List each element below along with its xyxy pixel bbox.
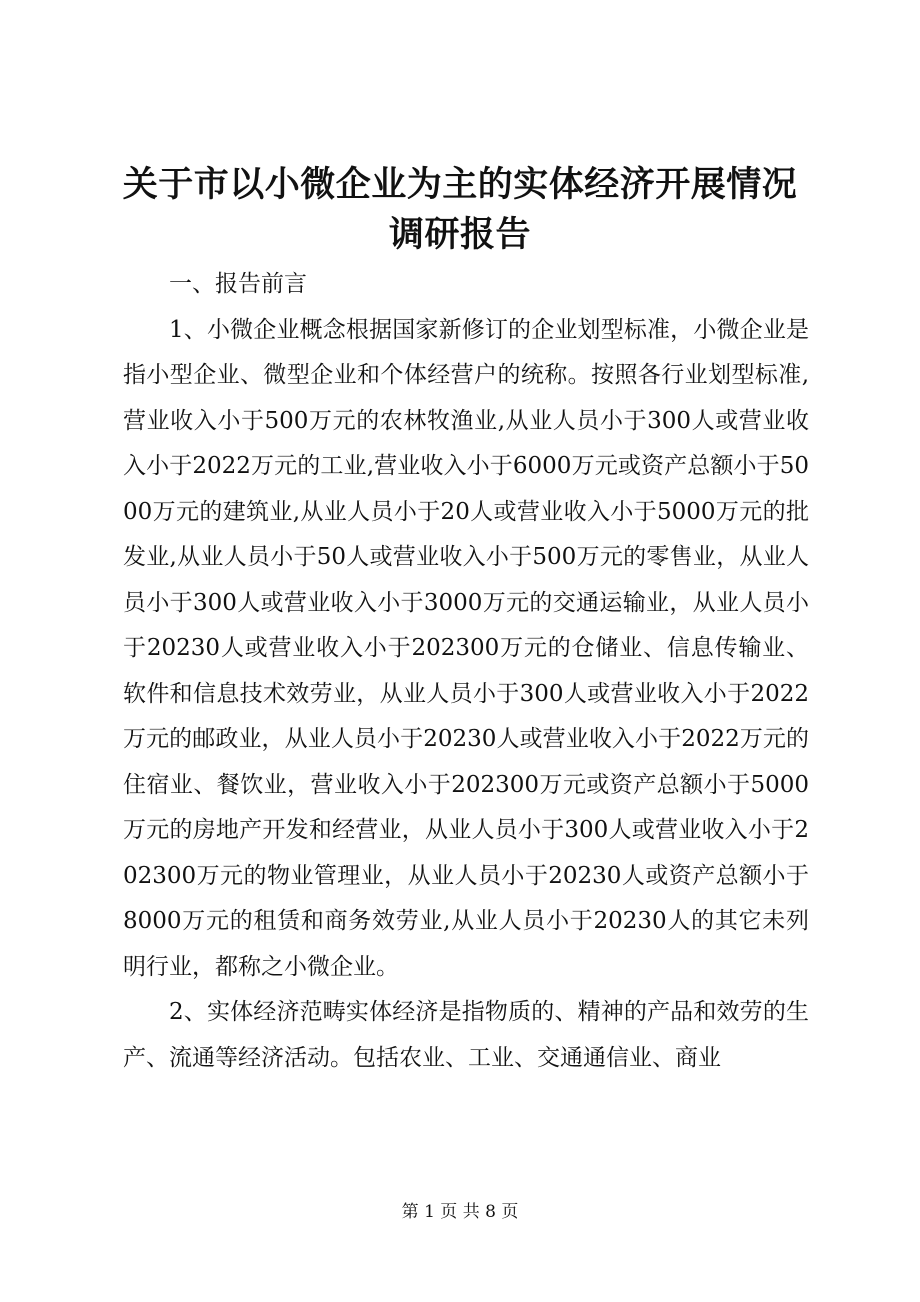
section-heading: 一、报告前言 bbox=[169, 271, 307, 297]
document-body bbox=[123, 262, 809, 1081]
page-number-footer: 第 1 页 共 8 页 bbox=[401, 1202, 519, 1222]
paragraph-1: 1、小微企业概念根据国家新修订的企业划型标准，小微企业是指小型企业、微型企业和个体经营户的统称。按照各行业划型标准,营业收入小于500万元的农林牧渔业,从业人员小于300人或营业收入小于2022万元的工业,营业收入小于6000万元或资产总额小于5000万元的建筑业,从业人员小于20人或营业收入小于5000万元的批发业,从业人员小于50人或营业收入小于500万元的零售业，从业人员小于300人或营业收入小于3000万元的交通运输业，从业人员小于20230人或营业收入小于202300万元的仓储业、信息传输业、软件和信息技术效劳业，从业人员小于300人或营业收入小于2022万元的邮政业，从业人员小于20230人或营业收入小于2022万元的住宿业、餐饮业，营业收入小于202300万元或资产总额小于5000万元的房地产开发和经营业，从业人员小于300人或营业收入小于202300万元的物业管理业，从业人员小于20230人或资产总额小于8000万元的租赁和商务效劳业,从业人员小于20230人的其它未列明行业，都称之小微企业。 bbox=[123, 316, 809, 980]
document-title: 关于市以小微企业为主的实体经济开展情况调研报告 bbox=[122, 164, 798, 255]
paragraph-2: 2、实体经济范畴实体经济是指物质的、精神的产品和效劳的生产、流通等经济活动。包括农业、工业、交通通信业、商业 bbox=[123, 999, 809, 1071]
